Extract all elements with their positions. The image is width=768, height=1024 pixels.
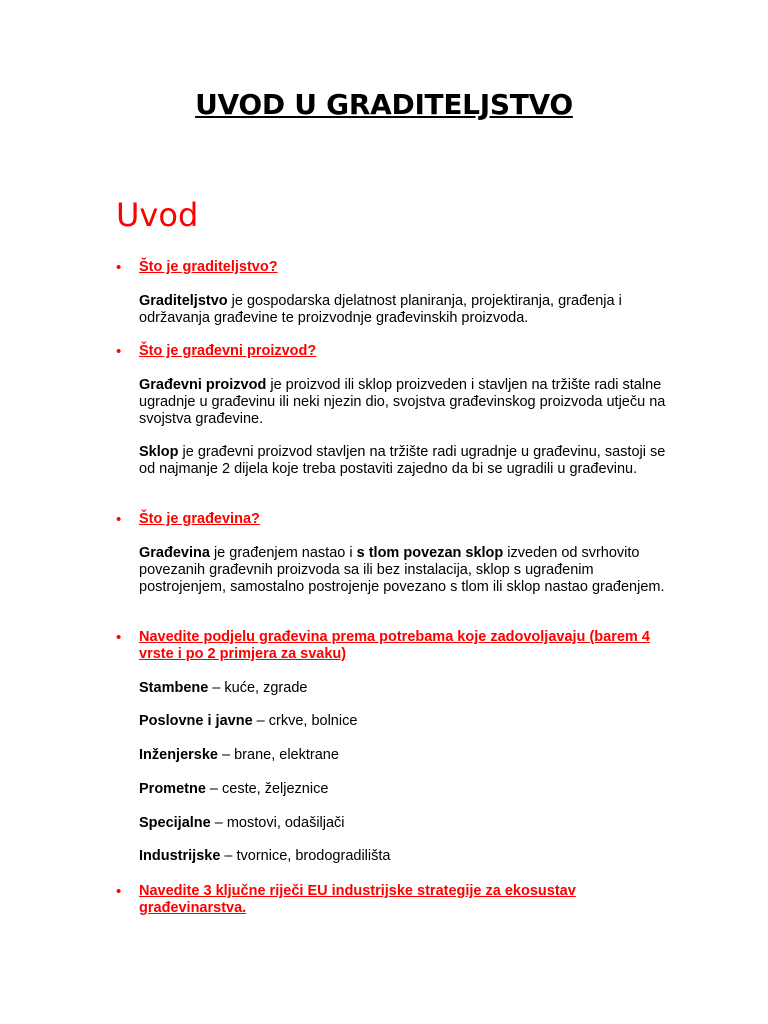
definition-text: je proizvod ili sklop proizveden i stavljen na tržište radi stalne ugradnje u građevinu ili neki njezin dio, svojstva građevinskog proizvoda utječu na svojstva građevine. [139, 377, 666, 427]
building-type-line [139, 713, 684, 730]
building-type-examples: – kuće, zgrade [208, 680, 308, 696]
building-type-line [139, 747, 684, 764]
definition-term: s tlom povezan sklop [356, 545, 504, 561]
question-item-3 [116, 511, 686, 528]
building-type-name: Poslovne i javne [139, 713, 253, 729]
bullet-icon: • [116, 511, 122, 528]
building-type-line [139, 815, 684, 832]
definition-term: Građevni proizvod [139, 377, 267, 393]
definition-text: je građevni proizvod stavljen na tržište radi ugradnje u građevinu, sastoji se od najmanje 2 dijela koje treba postaviti zajedno da bi se ugradili u građevinu. [139, 444, 666, 477]
bullet-icon: • [116, 343, 122, 360]
bullet-icon: • [116, 883, 122, 900]
definition-paragraph-gradevina [139, 545, 684, 596]
building-type-name: Prometne [139, 781, 206, 797]
definition-term: Sklop [139, 444, 179, 460]
question-item-1 [116, 259, 686, 276]
definition-text: je gospodarska djelatnost planiranja, projektiranja, građenja i održavanja građevine te proizvodnje građevinskih proizvoda. [139, 293, 622, 326]
definition-term: Građevina [139, 545, 210, 561]
definition-text: izveden od svrhovito povezanih građevnih proizvoda sa ili bez instalacija, sklop s ugrađenim postrojenjem, samostalno postrojenje povezano s tlom ili sklop nastao građenjem. [139, 545, 665, 595]
question-text: Što je graditeljstvo? [139, 259, 278, 275]
definition-paragraph-graditeljstvo [139, 293, 684, 327]
question-item-5 [116, 883, 686, 917]
question-item-2 [116, 343, 686, 360]
building-type-line [139, 781, 684, 798]
question-item-4 [116, 629, 686, 663]
bullet-icon: • [116, 259, 122, 276]
building-type-name: Industrijske [139, 848, 221, 864]
building-type-examples: – ceste, željeznice [205, 781, 329, 797]
building-type-examples: – brane, elektrane [218, 747, 339, 763]
building-type-name: Stambene [139, 680, 209, 696]
document-title: UVOD U GRADITELJSTVO [195, 88, 573, 121]
definition-paragraph-sklop [139, 444, 684, 478]
definition-term: Graditeljstvo [139, 293, 228, 309]
building-type-line [139, 848, 684, 865]
question-text: Što je građevina? [139, 511, 260, 527]
building-type-examples: – tvornice, brodogradilišta [220, 848, 391, 864]
definition-paragraph-gradevni-proizvod [139, 377, 684, 428]
building-type-line [139, 680, 684, 697]
bullet-icon: • [116, 629, 122, 646]
building-type-examples: – mostovi, odašiljači [210, 815, 345, 831]
building-type-name: Inženjerske [139, 747, 218, 763]
definition-text: je građenjem nastao i [209, 545, 357, 561]
question-text: Što je građevni proizvod? [139, 343, 317, 359]
question-text: Navedite podjelu građevina prema potrebama koje zadovoljavaju (barem 4 vrste i po 2 primjera za svaku) [139, 629, 650, 662]
question-text: Navedite 3 ključne riječi EU industrijske strategije za ekosustav građevinarstva. [139, 883, 576, 916]
section-heading: Uvod [116, 196, 199, 234]
building-type-name: Specijalne [139, 815, 211, 831]
building-type-examples: – crkve, bolnice [252, 713, 358, 729]
